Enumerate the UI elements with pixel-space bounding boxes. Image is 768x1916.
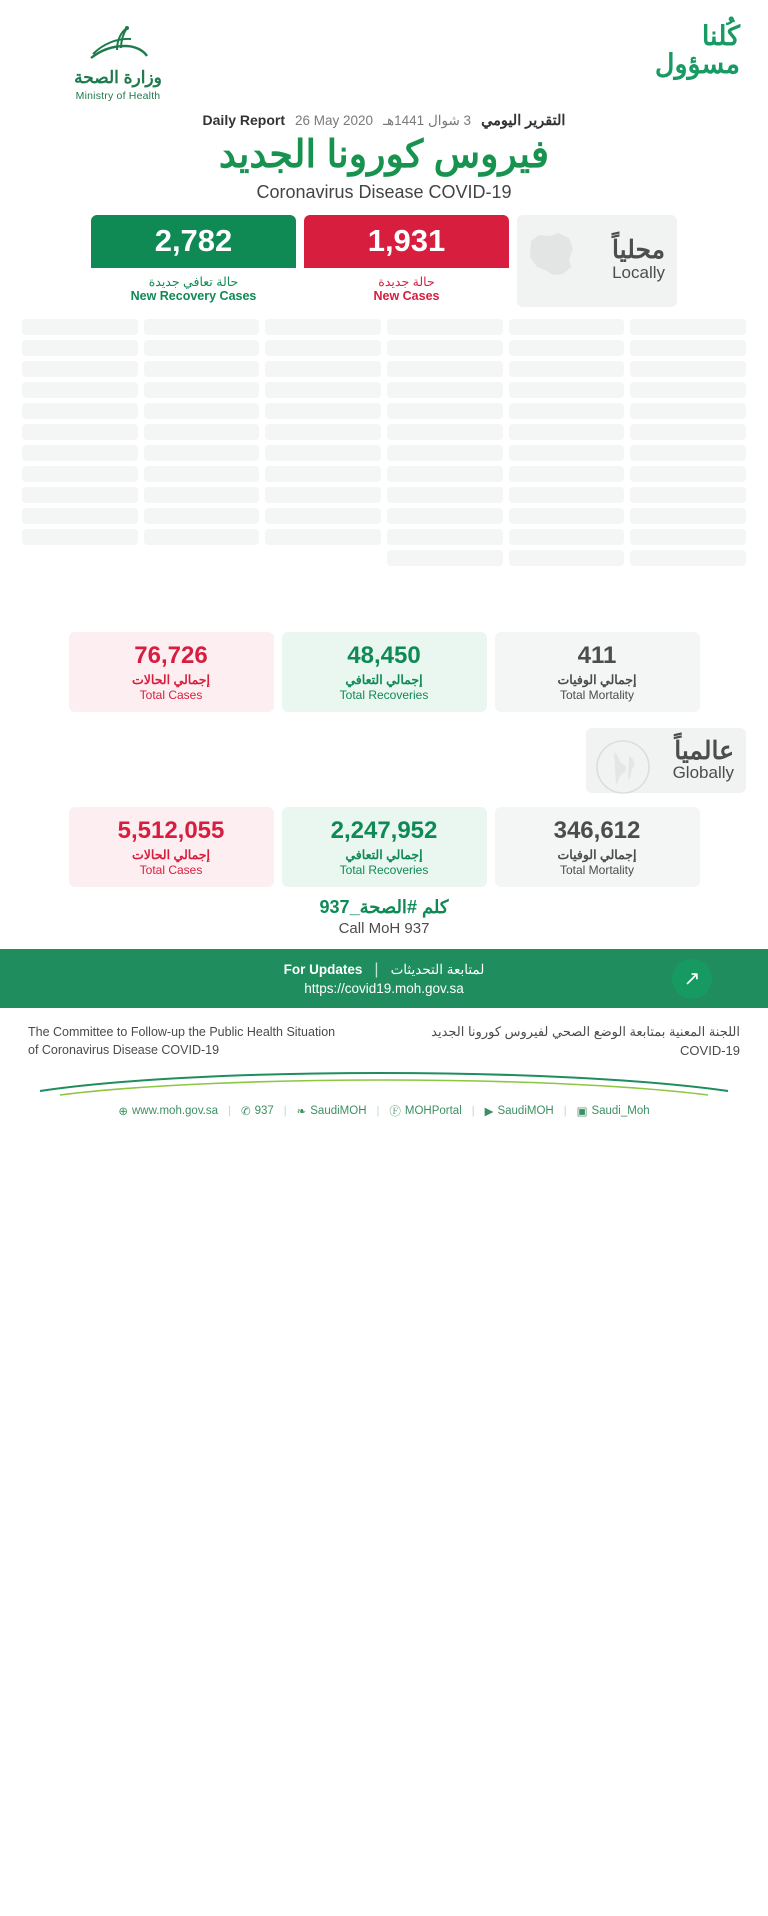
- local-totals-row: [0, 618, 768, 712]
- city-cell: [144, 382, 260, 398]
- report-date-gregorian: 26 May 2020: [295, 113, 374, 128]
- global-total-label-ar: إجمالي الحالات: [132, 847, 210, 862]
- city-column: [144, 319, 260, 614]
- youtube-icon: ▶: [484, 1105, 494, 1118]
- call-moh-en: Call MoH 937: [338, 919, 430, 937]
- global-total-card: [495, 807, 700, 887]
- palm-swords-icon: [83, 22, 153, 64]
- city-cell: [630, 466, 746, 482]
- report-date-row: [0, 108, 768, 131]
- city-cell: [630, 361, 746, 377]
- social-divider: |: [376, 1104, 380, 1117]
- page-title-en: Coronavirus Disease COVID-19: [256, 181, 512, 202]
- city-cell: [387, 424, 503, 440]
- city-cell: [509, 361, 625, 377]
- saudi-map-icon: [525, 229, 579, 286]
- global-total-label-ar: إجمالي الوفيات: [557, 847, 637, 862]
- global-total-label-en: Total Cases: [139, 862, 203, 877]
- city-cell: [509, 508, 625, 524]
- city-cell: [509, 340, 625, 356]
- city-cell: [630, 508, 746, 524]
- city-cell-empty: [22, 550, 138, 609]
- social-link-label: www.moh.gov.sa: [132, 1104, 219, 1117]
- ministry-name-en: Ministry of Health: [75, 90, 161, 102]
- city-cell: [22, 529, 138, 545]
- city-cell: [265, 445, 381, 461]
- scope-locally-en: Locally: [612, 262, 665, 282]
- city-cell: [265, 382, 381, 398]
- local-total-value: 411: [577, 642, 617, 670]
- new-recoveries-label-ar: حالة تعافي جديدة: [148, 274, 239, 289]
- city-cell: [144, 487, 260, 503]
- city-cell: [144, 403, 260, 419]
- new-cases-label-en: New Cases: [373, 288, 440, 303]
- city-cell: [22, 340, 138, 356]
- city-cell: [387, 340, 503, 356]
- scope-globally-ar: عالمياً: [674, 737, 734, 766]
- local-total-label-ar: إجمالي التعافي: [345, 673, 423, 688]
- city-cell: [265, 340, 381, 356]
- city-cell: [630, 382, 746, 398]
- scope-locally-ar: محلياً: [612, 236, 665, 265]
- city-cell: [630, 550, 746, 566]
- local-total-value: 48,450: [347, 642, 421, 670]
- city-grid: [22, 319, 746, 614]
- moh-logo: [28, 22, 208, 102]
- city-cell: [22, 403, 138, 419]
- new-cases-value: 1,931: [304, 215, 509, 268]
- globe-icon: ⊕: [118, 1105, 128, 1118]
- city-cell: [265, 403, 381, 419]
- call-moh-ar: كلم #الصحة_937: [319, 896, 449, 917]
- social-divider: |: [283, 1104, 287, 1117]
- global-total-label-en: Total Mortality: [559, 862, 635, 877]
- committee-text-en: The Committee to Follow-up the Public Health Situation of Coronavirus Disease COVID-19: [28, 1025, 336, 1058]
- city-cell: [144, 319, 260, 335]
- campaign-line-1: كُلنا: [701, 21, 740, 51]
- decorative-swoosh: [0, 1071, 768, 1097]
- city-cell: [22, 319, 138, 335]
- global-total-value: 2,247,952: [330, 816, 438, 844]
- city-cell: [509, 466, 625, 482]
- city-cell: [22, 445, 138, 461]
- social-link[interactable]: [118, 1104, 218, 1118]
- social-link-label: SaudiMOH: [310, 1104, 367, 1117]
- social-divider: |: [471, 1104, 475, 1117]
- committee-text-ar: اللجنة المعنية بمتابعة الوضع الصحي لفيروس كورونا الجديد COVID-19: [431, 1023, 740, 1059]
- footer-updates-bar: [0, 949, 768, 1008]
- daily-report-label-ar: التقرير اليومي: [481, 113, 566, 129]
- city-cell: [144, 508, 260, 524]
- social-link[interactable]: [485, 1104, 554, 1118]
- global-total-label-ar: إجمالي التعافي: [345, 847, 423, 862]
- city-cell: [387, 361, 503, 377]
- social-link[interactable]: [297, 1104, 367, 1118]
- new-recoveries-label-en: New Recovery Cases: [130, 288, 257, 303]
- page-title-ar: فيروس كورونا الجديد: [218, 134, 550, 176]
- campaign-line-2: مسؤول: [654, 49, 740, 80]
- city-cell: [387, 508, 503, 524]
- city-cell: [387, 382, 503, 398]
- social-link[interactable]: [577, 1104, 650, 1118]
- scope-globally-en: Globally: [672, 763, 734, 783]
- city-cell: [630, 487, 746, 503]
- city-cell-empty: [144, 550, 260, 609]
- city-column: [630, 319, 746, 614]
- scope-locally-card: [517, 215, 677, 307]
- city-cell: [22, 508, 138, 524]
- globe-icon: [594, 738, 652, 801]
- campaign-logo: [570, 22, 740, 79]
- city-cell: [22, 424, 138, 440]
- footer-updates-ar: لمتابعة التحديثات: [390, 961, 485, 977]
- social-link-label: 937: [254, 1104, 274, 1117]
- city-cell-empty: [265, 550, 381, 609]
- city-cell: [265, 361, 381, 377]
- new-cases-label-ar: حالة جديدة: [378, 274, 435, 289]
- facebook-icon: Ⓕ: [389, 1105, 401, 1118]
- city-cell: [144, 529, 260, 545]
- ministry-name-ar: وزارة الصحة: [74, 68, 162, 87]
- city-cell: [509, 487, 625, 503]
- scope-globally-card: [586, 728, 746, 793]
- local-summary-strip: [0, 215, 768, 307]
- local-total-label-ar: إجمالي الوفيات: [557, 673, 637, 688]
- social-link-label: Saudi_Moh: [591, 1104, 650, 1117]
- committee-block: [0, 1008, 768, 1071]
- city-cell: [630, 403, 746, 419]
- city-cell: [387, 466, 503, 482]
- city-cell: [387, 550, 503, 566]
- local-total-label-ar: إجمالي الحالات: [132, 673, 210, 688]
- city-cell: [265, 508, 381, 524]
- city-cell: [144, 466, 260, 482]
- arrow-up-right-icon[interactable]: ↗: [672, 959, 712, 999]
- social-link[interactable]: [389, 1103, 461, 1119]
- footer-updates-row: [0, 949, 768, 981]
- city-cell: [22, 361, 138, 377]
- social-divider: |: [228, 1104, 231, 1117]
- local-total-value: 76,726: [134, 642, 208, 670]
- global-total-value: 346,612: [553, 816, 641, 844]
- new-recoveries-value: 2,782: [91, 215, 296, 268]
- city-column: [387, 319, 503, 614]
- city-cell: [265, 487, 381, 503]
- local-total-card: [282, 632, 487, 712]
- city-column: [509, 319, 625, 614]
- city-column: [265, 319, 381, 614]
- city-cell: [387, 403, 503, 419]
- city-cell: [387, 529, 503, 545]
- call-moh-block: [0, 887, 768, 949]
- social-link-label: MOHPortal: [404, 1104, 462, 1117]
- city-cell: [509, 319, 625, 335]
- city-cell: [144, 340, 260, 356]
- city-breakdown-section: [0, 307, 768, 618]
- local-total-label-en: Total Mortality: [559, 688, 635, 703]
- twitter-icon: ❧: [296, 1105, 307, 1118]
- global-totals-row: [0, 793, 768, 887]
- city-column: [22, 319, 138, 614]
- city-cell: [509, 424, 625, 440]
- city-cell: [387, 445, 503, 461]
- local-total-card: [495, 632, 700, 712]
- footer-updates-en: For Updates: [283, 962, 363, 978]
- city-cell: [387, 487, 503, 503]
- city-cell: [22, 382, 138, 398]
- city-cell: [509, 403, 625, 419]
- social-divider: |: [563, 1104, 567, 1117]
- city-cell: [509, 382, 625, 398]
- global-total-label-en: Total Recoveries: [339, 862, 429, 877]
- city-cell: [265, 319, 381, 335]
- social-links-row: [0, 1097, 768, 1135]
- report-date-hijri: 3 شوال 1441هـ: [383, 113, 472, 128]
- phone-icon: ✆: [240, 1105, 251, 1118]
- footer-url[interactable]: https://covid19.moh.gov.sa: [304, 980, 464, 996]
- daily-report-label-en: Daily Report: [202, 112, 285, 128]
- footer-separator: |: [374, 960, 379, 978]
- city-cell: [630, 445, 746, 461]
- new-cases-card: [304, 215, 509, 307]
- city-cell: [144, 424, 260, 440]
- social-link[interactable]: [241, 1104, 274, 1118]
- city-cell: [22, 466, 138, 482]
- global-total-card: [282, 807, 487, 887]
- city-cell: [265, 466, 381, 482]
- social-link-label: SaudiMOH: [497, 1104, 554, 1117]
- instagram-icon: ▣: [576, 1105, 588, 1118]
- city-cell: [22, 487, 138, 503]
- scope-globally-row: [0, 712, 768, 793]
- city-cell: [387, 319, 503, 335]
- global-total-value: 5,512,055: [117, 816, 225, 844]
- city-cell: [509, 529, 625, 545]
- city-cell: [144, 361, 260, 377]
- local-total-label-en: Total Recoveries: [339, 688, 429, 703]
- global-total-card: [69, 807, 274, 887]
- city-cell: [509, 445, 625, 461]
- city-cell: [630, 319, 746, 335]
- city-cell: [630, 424, 746, 440]
- city-cell: [265, 424, 381, 440]
- local-total-label-en: Total Cases: [139, 688, 203, 703]
- city-cell: [144, 445, 260, 461]
- new-recoveries-card: [91, 215, 296, 307]
- report-header: [0, 0, 768, 108]
- city-cell: [630, 340, 746, 356]
- city-cell: [265, 529, 381, 545]
- city-cell: [509, 550, 625, 566]
- city-cell: [630, 529, 746, 545]
- local-total-card: [69, 632, 274, 712]
